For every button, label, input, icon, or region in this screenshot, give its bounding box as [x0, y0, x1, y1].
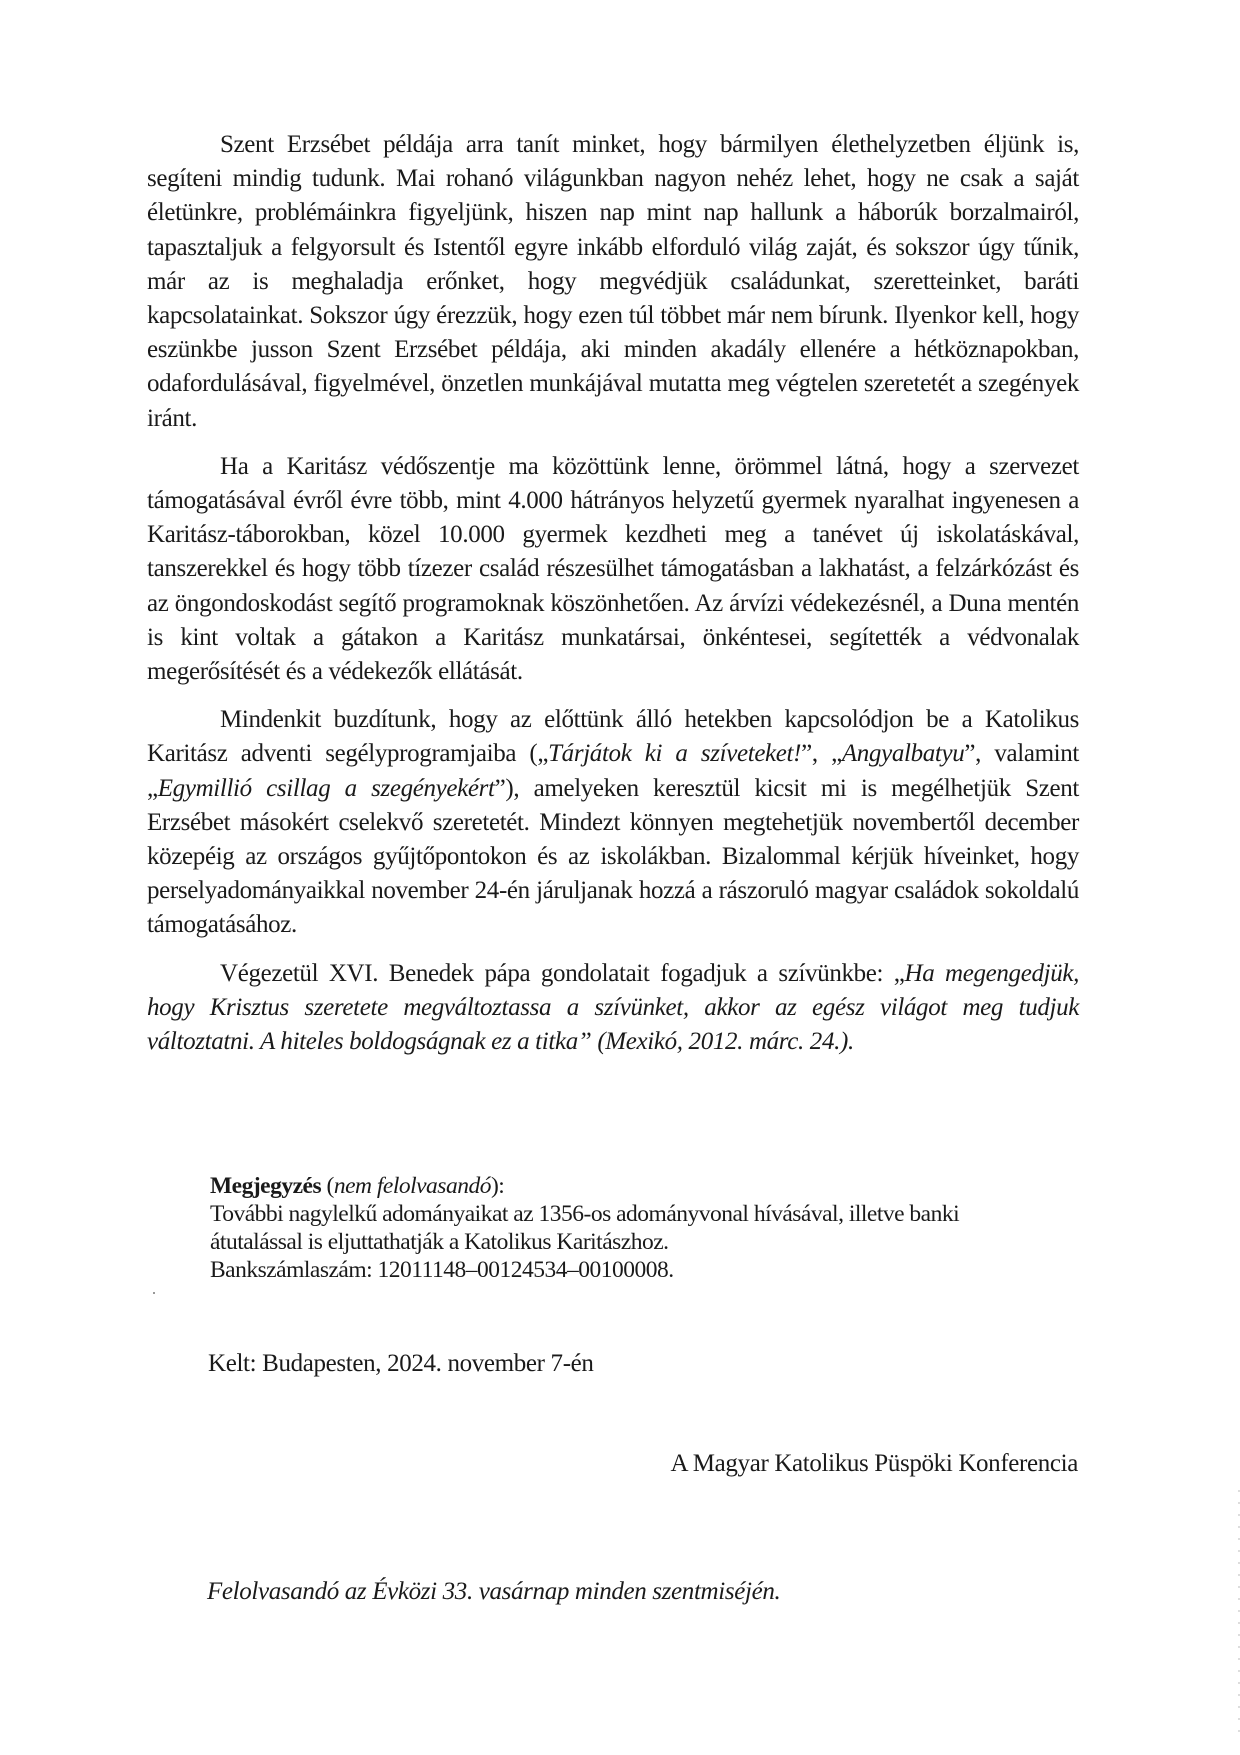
letter-body [147, 128, 1079, 1059]
italic-text: Tárjátok ki a szíveteket! [548, 740, 802, 768]
text-run: ”, valamint „ [147, 740, 1080, 802]
italic-text: Ha megengedjük, hogy Krisztus szeretete megváltoztassa a szívünket, akkor az egész világot meg tudjuk változtatni. A hiteles boldogságnak ez a titka” (Mexikó, 2012. márc. 24.). [147, 959, 1079, 1056]
note-title-paren-open: ( [326, 1173, 334, 1199]
paragraph-4 [147, 957, 1079, 1060]
note-heading [210, 1172, 1090, 1200]
note-line-1: További nagylelkű adományaikat az 1356-os adományvonal hívásával, illetve banki [210, 1201, 960, 1227]
bank-account-line: Bankszámlaszám: 12011148–00124534–00100008. [210, 1257, 674, 1283]
note-line-2: átutalással is eljuttathatják a Katolikus Karitászhoz. [210, 1229, 669, 1255]
reading-instruction: Felolvasandó az Évközi 33. vasárnap minden szentmiséjén. [207, 1578, 781, 1605]
paragraph-2 [147, 450, 1079, 689]
text-run: ”, „ [801, 740, 842, 768]
scan-artifact-dot [153, 1292, 155, 1294]
note-block [210, 1172, 1090, 1284]
note-title-paren-close: ): [490, 1173, 505, 1199]
signature: A Magyar Katolikus Püspöki Konferencia [670, 1450, 1078, 1477]
text-run: Szent Erzsébet példája arra tanít minket, hogy bármilyen élethelyzetben éljünk is, segíteni mindig tudunk. Mai rohanó világunkban nagyon nehéz lehet, hogy ne csak a saját életünkre, problémáinkra figyeljünk, hiszen nap mint nap hallunk a háborúk borzalmairól, tapasztaljuk a felgyorsult és Istentől egyre inkább elforduló világ zaját, és sokszor úgy tűnik, már az is meghaladja erőnket, hogy megvédjük családunkat, szeretteinket, baráti kapcsolatainkat. Sokszor úgy érezzük, hogy ezen túl többet már nem bírunk. Ilyenkor kell, hogy eszünkbe jusson Szent Erzsébet példája, aki minden akadály ellenére a hétköznapokban, odafordulásával, figyelmével, önzetlen munkájával mutatta meg végtelen szeretetét a szegények iránt. [147, 131, 1079, 432]
date-place-line: Kelt: Budapesten, 2024. november 7-én [208, 1350, 594, 1377]
italic-text: Angyalbatyu [841, 740, 965, 768]
italic-text: Egymillió csillag a szegényekért [157, 774, 495, 802]
text-run: Végezetül XVI. Benedek pápa gondolatait fogadjuk a szívünkbe: „ [220, 959, 905, 987]
note-title-paren: nem felolvasandó [333, 1173, 491, 1199]
text-run: ”), amelyeken keresztül kicsit mi is megélhetjük Szent Erzsébet másokért cselekvő szeretetét. Mindezt könnyen megtehetjük novembertől december közepéig az országos gyűjtőpontokon és az iskolákban. Bizalommal kérjük híveinket, hogy perselyadományaikkal november 24-én járuljanak hozzá a rászoruló magyar családok sokoldalú támogatásához. [147, 774, 1079, 939]
paragraph-3 [147, 703, 1079, 942]
paragraph-1 [147, 128, 1079, 436]
note-title: Megjegyzés [210, 1173, 322, 1199]
text-run: Ha a Karitász védőszentje ma közöttünk lenne, örömmel látná, hogy a szervezet támogatásával évről évre több, mint 4.000 hátrányos helyzetű gyermek nyaralhat ingyenesen a Karitász-táborokban, közel 10.000 gyermek kezdheti meg a tanévet új iskolatáskával, tanszerekkel és hogy több tízezer család részesülhet támogatásban a lakhatást, a felzárkózást és az öngondoskodást segítő programoknak köszönhetően. Az árvízi védekezésnél, a Duna mentén is kint voltak a gátakon a Karitász munkatársai, önkéntesei, segítették a védvonalak megerősítését és a védekezők ellátását. [147, 452, 1079, 686]
text-run: Mindenkit buzdítunk, hogy az előttünk álló hetekben kapcsolódjon be a Katolikus Karitász adventi segélyprogramjaiba („ [147, 706, 1079, 768]
